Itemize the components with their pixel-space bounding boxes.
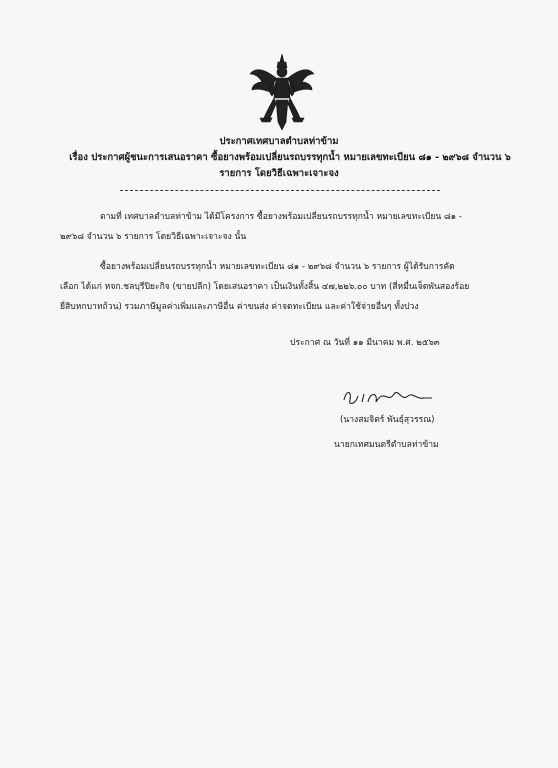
paragraph-2-line-2: เลือก ได้แก่ หจก.ชลบุรีปิยะกิจ (ขายปลีก) โดยเสนอราคา เป็นเงินทั้งสิ้น ๔๗,๒๒๖.๐๐ บาท (สี่หมื่นเจ็ดพันสองร้อย <box>60 282 470 292</box>
org-title: ประกาศเทศบาลตำบลท่าข้าม <box>219 136 339 147</box>
paragraph-2-line-3: ยี่สิบหกบาทถ้วน) รวมภาษีมูลค่าเพิ่มและภาษีอื่น ค่าขนส่ง ค่าจดทะเบียน และค่าใช้จ่ายอื่นๆ ทั้งปวง <box>60 302 419 312</box>
paragraph-1-line-1: ตามที่ เทศบาลตำบลท่าข้าม ได้มีโครงการ ซื้อยางพร้อมเปลี่ยนรถบรรทุกน้ำ หมายเลขทะเบียน ๘๑ - <box>100 212 462 222</box>
paragraph-1-line-2: ๒๙๖๘ จำนวน ๖ รายการ โดยวิธีเฉพาะเจาะจง นั้น <box>60 232 247 242</box>
dashed-divider <box>120 190 440 191</box>
announcement-date: ประกาศ ณ วันที่ ๑๑ มีนาคม พ.ศ. ๒๕๖๓ <box>290 338 440 348</box>
signer-name: (นางสมจิตร์ พันธุ์สุวรรณ) <box>340 415 435 425</box>
handwritten-signature <box>338 384 438 410</box>
subject-title: เรื่อง ประกาศผู้ชนะการเสนอราคา ซื้อยางพร้อมเปลี่ยนรถบรรทุกน้ำ หมายเลขทะเบียน ๘๑ - ๒๙๖๘ จำนวน ๖ <box>69 152 511 163</box>
subject-title-continued: รายการ โดยวิธีเฉพาะเจาะจง <box>219 168 339 179</box>
garuda-emblem-icon <box>246 52 318 132</box>
signer-position: นายกเทศมนตรีตำบลท่าข้าม <box>334 440 439 450</box>
paragraph-2-line-1: ซื้อยางพร้อมเปลี่ยนรถบรรทุกน้ำ หมายเลขทะเบียน ๘๑ - ๒๙๖๘ จำนวน ๖ รายการ ผู้ได้รับการคัด <box>100 262 455 272</box>
